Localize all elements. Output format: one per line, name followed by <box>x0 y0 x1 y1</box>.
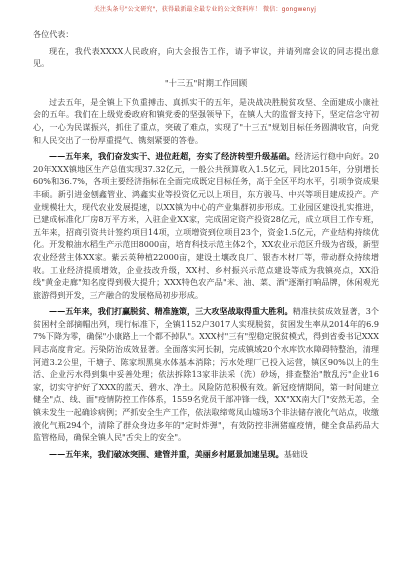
intro-paragraph: 现在，我代表XXXX人民政府，向大会报告工作，请予审议，并请列席会议的同志提出意见。 <box>33 45 379 69</box>
overview-paragraph: 过去五年，是全镇上下负重搏击、真抓实干的五年，是决战决胜脱贫攻坚、全面建成小康社会的五年。我们在上级党委政府和镇党委的坚强领导下，在镇人大的监督支持下，坚定信念守初心，一心为民谋振兴，抓住了重点，突破了难点，实现了"十三五"规划目标任务圆满收官，向党和人民交出了一份厚重提气、镌刻紧要的答卷。 <box>33 96 379 145</box>
section-title: "十三五"时期工作回顾 <box>164 77 248 88</box>
report-body <box>33 28 379 460</box>
header-banner: 关注头条号"公文研究"，获得最新最全最专业的公文资料库！ 微信：gongwenyj <box>93 6 317 13</box>
paragraph-rural-body: 基础设 <box>283 448 309 459</box>
paragraph-economy-body: 经济运行稳中向好。2020年XXX镇地区生产总值实现37.32亿元，一般公共预算收入1.5亿元，同比2015年，分别增长60%和36.7%，各项主要经济指标在全面完成既定目标任务，高于全区平均水平，引项争资成果丰硕。新引进金刨鑫管业、鸿鑫实业等投资亿元以上项目，东方骏马、中兴等项目建成投产。产业规模壮大，现代农业发展提速，以XX镇为中心的产业集群初步形成。工业园区建设扎实推进，已建成标准化厂房8万平方米，入驻企业XX家，完成固定资产投资28亿元，成立项目工作专班，五年来，招商引资共计签约项目14项，立项增资到位项目23个，资金1.5亿元，产业结构持续优化。开发粮油水稻生产示范田8000亩，培育科技示范主体2个，XX农业示范区升级为省级，新型农业经营主体XX家。紫云英种植22000亩，建设土壤改良厂、银杏木材厂等，带动群众持续增收。工业经济提质增效，企业技改升级，XX村、乡村振兴示范点建设等成为我镇亮点，XX沿线"黄金走廊"知名度得到极大提升；XXX特色农产品"米、油、菜、酒"逐渐打响品牌，休闲观光旅游得到开发，三产融合的发展格局初步形成。 <box>33 151 379 300</box>
paragraph-poverty-body: 精准扶贫成效显著，3个贫困村全部摘帽出列，现行标准下，全镇1152户3017人实现脱贫，贫困发生率从2014年的6.97%下降为零，确保"小康路上一个都不掉队"。XXX村"三有"型稳定脱贫模式，得到省委书记XXX同志高度肯定。污染防治成效显著。全面落实河长制，完成镇域20个水库饮水障碍特整治，清理河道3.2公里，干塘子、陈家坝黑臭水体基本消除；污水处理厂已投入运营，镇区90%以上的生活、企业污水得到集中妥善处理；依法拆除13家非法采（洗）砂场，排查整治"散乱污"企业16家，切实守护好了XXX的蓝天、碧水、净土。风险防范积极有效。新冠疫情期间，第一时间建立健全"点、线、面"疫情防控工作体系，1559名党员干部冲锋一线，XX"XX南大门"安然无恙，全镇未发生一起确诊病例；严抓安全生产工作，依法取缔莺凤山墟场3个非法储存液化气站点，收缴液化气瓶294个，清除了群众身边多年的"定时炸弹"，有效防控非洲猪瘟疫情，健全食品药品大监管格局，确保全镇人民"舌尖上的安全"。 <box>33 306 379 443</box>
paragraph-poverty-lead: ——五年来，我们打赢脱贫、精准施策，三大攻坚战取得重大胜利。 <box>49 306 293 317</box>
salutation: 各位代表： <box>33 29 74 39</box>
paragraph-poverty <box>33 305 379 444</box>
paragraph-economy <box>33 150 379 301</box>
paragraph-rural-lead: ——五年来，我们破冰突围、建管并重，美丽乡村愿景加速呈现。 <box>49 448 284 459</box>
paragraph-rural <box>33 448 379 461</box>
paragraph-economy-lead: ——五年来，我们奋发实干、进位赶超，夯实了经济转型升级基础。 <box>49 151 295 162</box>
